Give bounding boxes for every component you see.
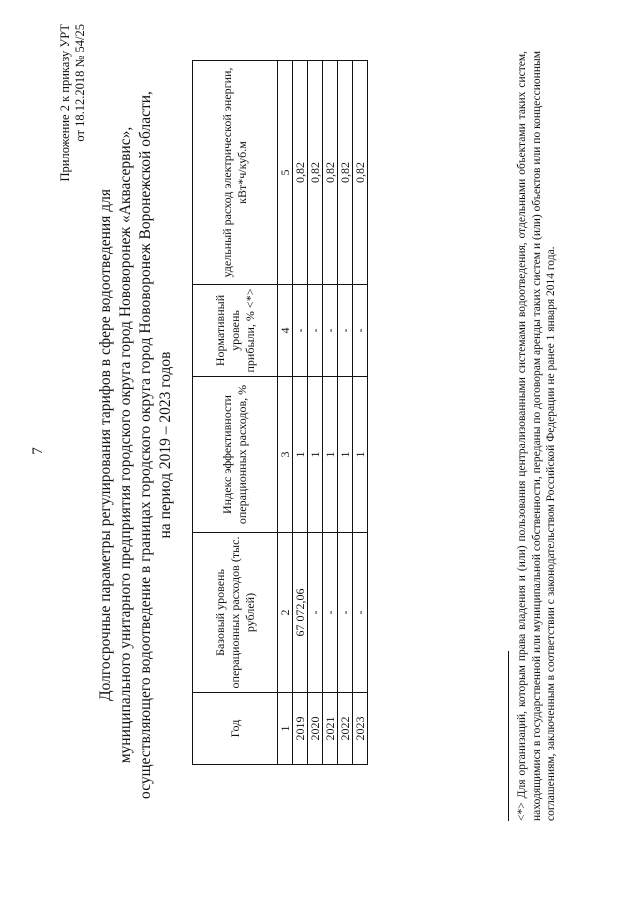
column-number: 1 (278, 693, 293, 765)
table-row (353, 61, 368, 765)
cell-base-opex: - (308, 533, 323, 693)
cell-year: 2022 (338, 693, 353, 765)
cell-base-opex: 67 072,06 (293, 533, 308, 693)
table-row (293, 61, 308, 765)
cell-base-opex: - (323, 533, 338, 693)
header-profit-level: Нормативный уровень прибыли, % <*> (193, 285, 278, 377)
column-number-row (278, 61, 293, 765)
cell-efficiency-index: 1 (323, 377, 338, 533)
cell-profit-level: - (308, 285, 323, 377)
title-line-3: осуществляющего водоотведение в границах городского округа город Нововоронеж Воронежской области, (137, 91, 154, 799)
cell-energy-consumption: 0,82 (323, 61, 338, 285)
cell-efficiency-index: 1 (353, 377, 368, 533)
cell-energy-consumption: 0,82 (308, 61, 323, 285)
column-number: 4 (278, 285, 293, 377)
cell-year: 2019 (293, 693, 308, 765)
title-line-4: на период 2019 – 2023 годов (157, 351, 174, 539)
header-efficiency-index: Индекс эффективности операционных расходов, % (193, 377, 278, 533)
document-title (96, 75, 176, 815)
cell-profit-level: - (323, 285, 338, 377)
table-row (308, 61, 323, 765)
page-number: 7 (30, 447, 46, 455)
footnote-text: <*> Для организаций, которым права владения и (или) пользования централизованными системами водоотведения, отдельными объектами таких систем, находящимися в государственной или муниципальной собственности, переданы по договорам аренды таких систем и (или) объектов или по концессионным соглашениям, заключенным в соответствии с законодательством Российской Федерации не ранее 1 января 2014 года. (516, 51, 557, 821)
column-number: 3 (278, 377, 293, 533)
cell-year: 2021 (323, 693, 338, 765)
cell-profit-level: - (338, 285, 353, 377)
column-number: 2 (278, 533, 293, 693)
appendix-line-1: Приложение 2 к приказу УРТ (58, 24, 72, 182)
column-number: 5 (278, 61, 293, 285)
header-base-opex: Базовый уровень операционных расходов (тыс. рублей) (193, 533, 278, 693)
title-line-1: Долгосрочные параметры регулирования тарифов в сфере водоотведения для (97, 189, 114, 701)
header-energy-consumption: удельный расход электрической энергии, кВт*ч/куб.м (193, 61, 278, 285)
table-row (338, 61, 353, 765)
cell-base-opex: - (353, 533, 368, 693)
cell-year: 2023 (353, 693, 368, 765)
cell-efficiency-index: 1 (308, 377, 323, 533)
header-row (193, 61, 278, 765)
cell-energy-consumption: 0,82 (338, 61, 353, 285)
cell-efficiency-index: 1 (338, 377, 353, 533)
appendix-header (58, 24, 88, 182)
cell-energy-consumption: 0,82 (293, 61, 308, 285)
cell-year: 2020 (308, 693, 323, 765)
parameters-table (192, 60, 368, 765)
cell-energy-consumption: 0,82 (353, 61, 368, 285)
cell-profit-level: - (293, 285, 308, 377)
cell-profit-level: - (353, 285, 368, 377)
cell-base-opex: - (338, 533, 353, 693)
appendix-line-2: от 18.12.2018 № 54/25 (73, 24, 87, 142)
footnote-divider (508, 651, 509, 821)
header-year: Год (193, 693, 278, 765)
title-line-2: муниципального унитарного предприятия городского округа город Нововоронеж «Аквасервис», (117, 126, 134, 764)
table-row (323, 61, 338, 765)
cell-efficiency-index: 1 (293, 377, 308, 533)
